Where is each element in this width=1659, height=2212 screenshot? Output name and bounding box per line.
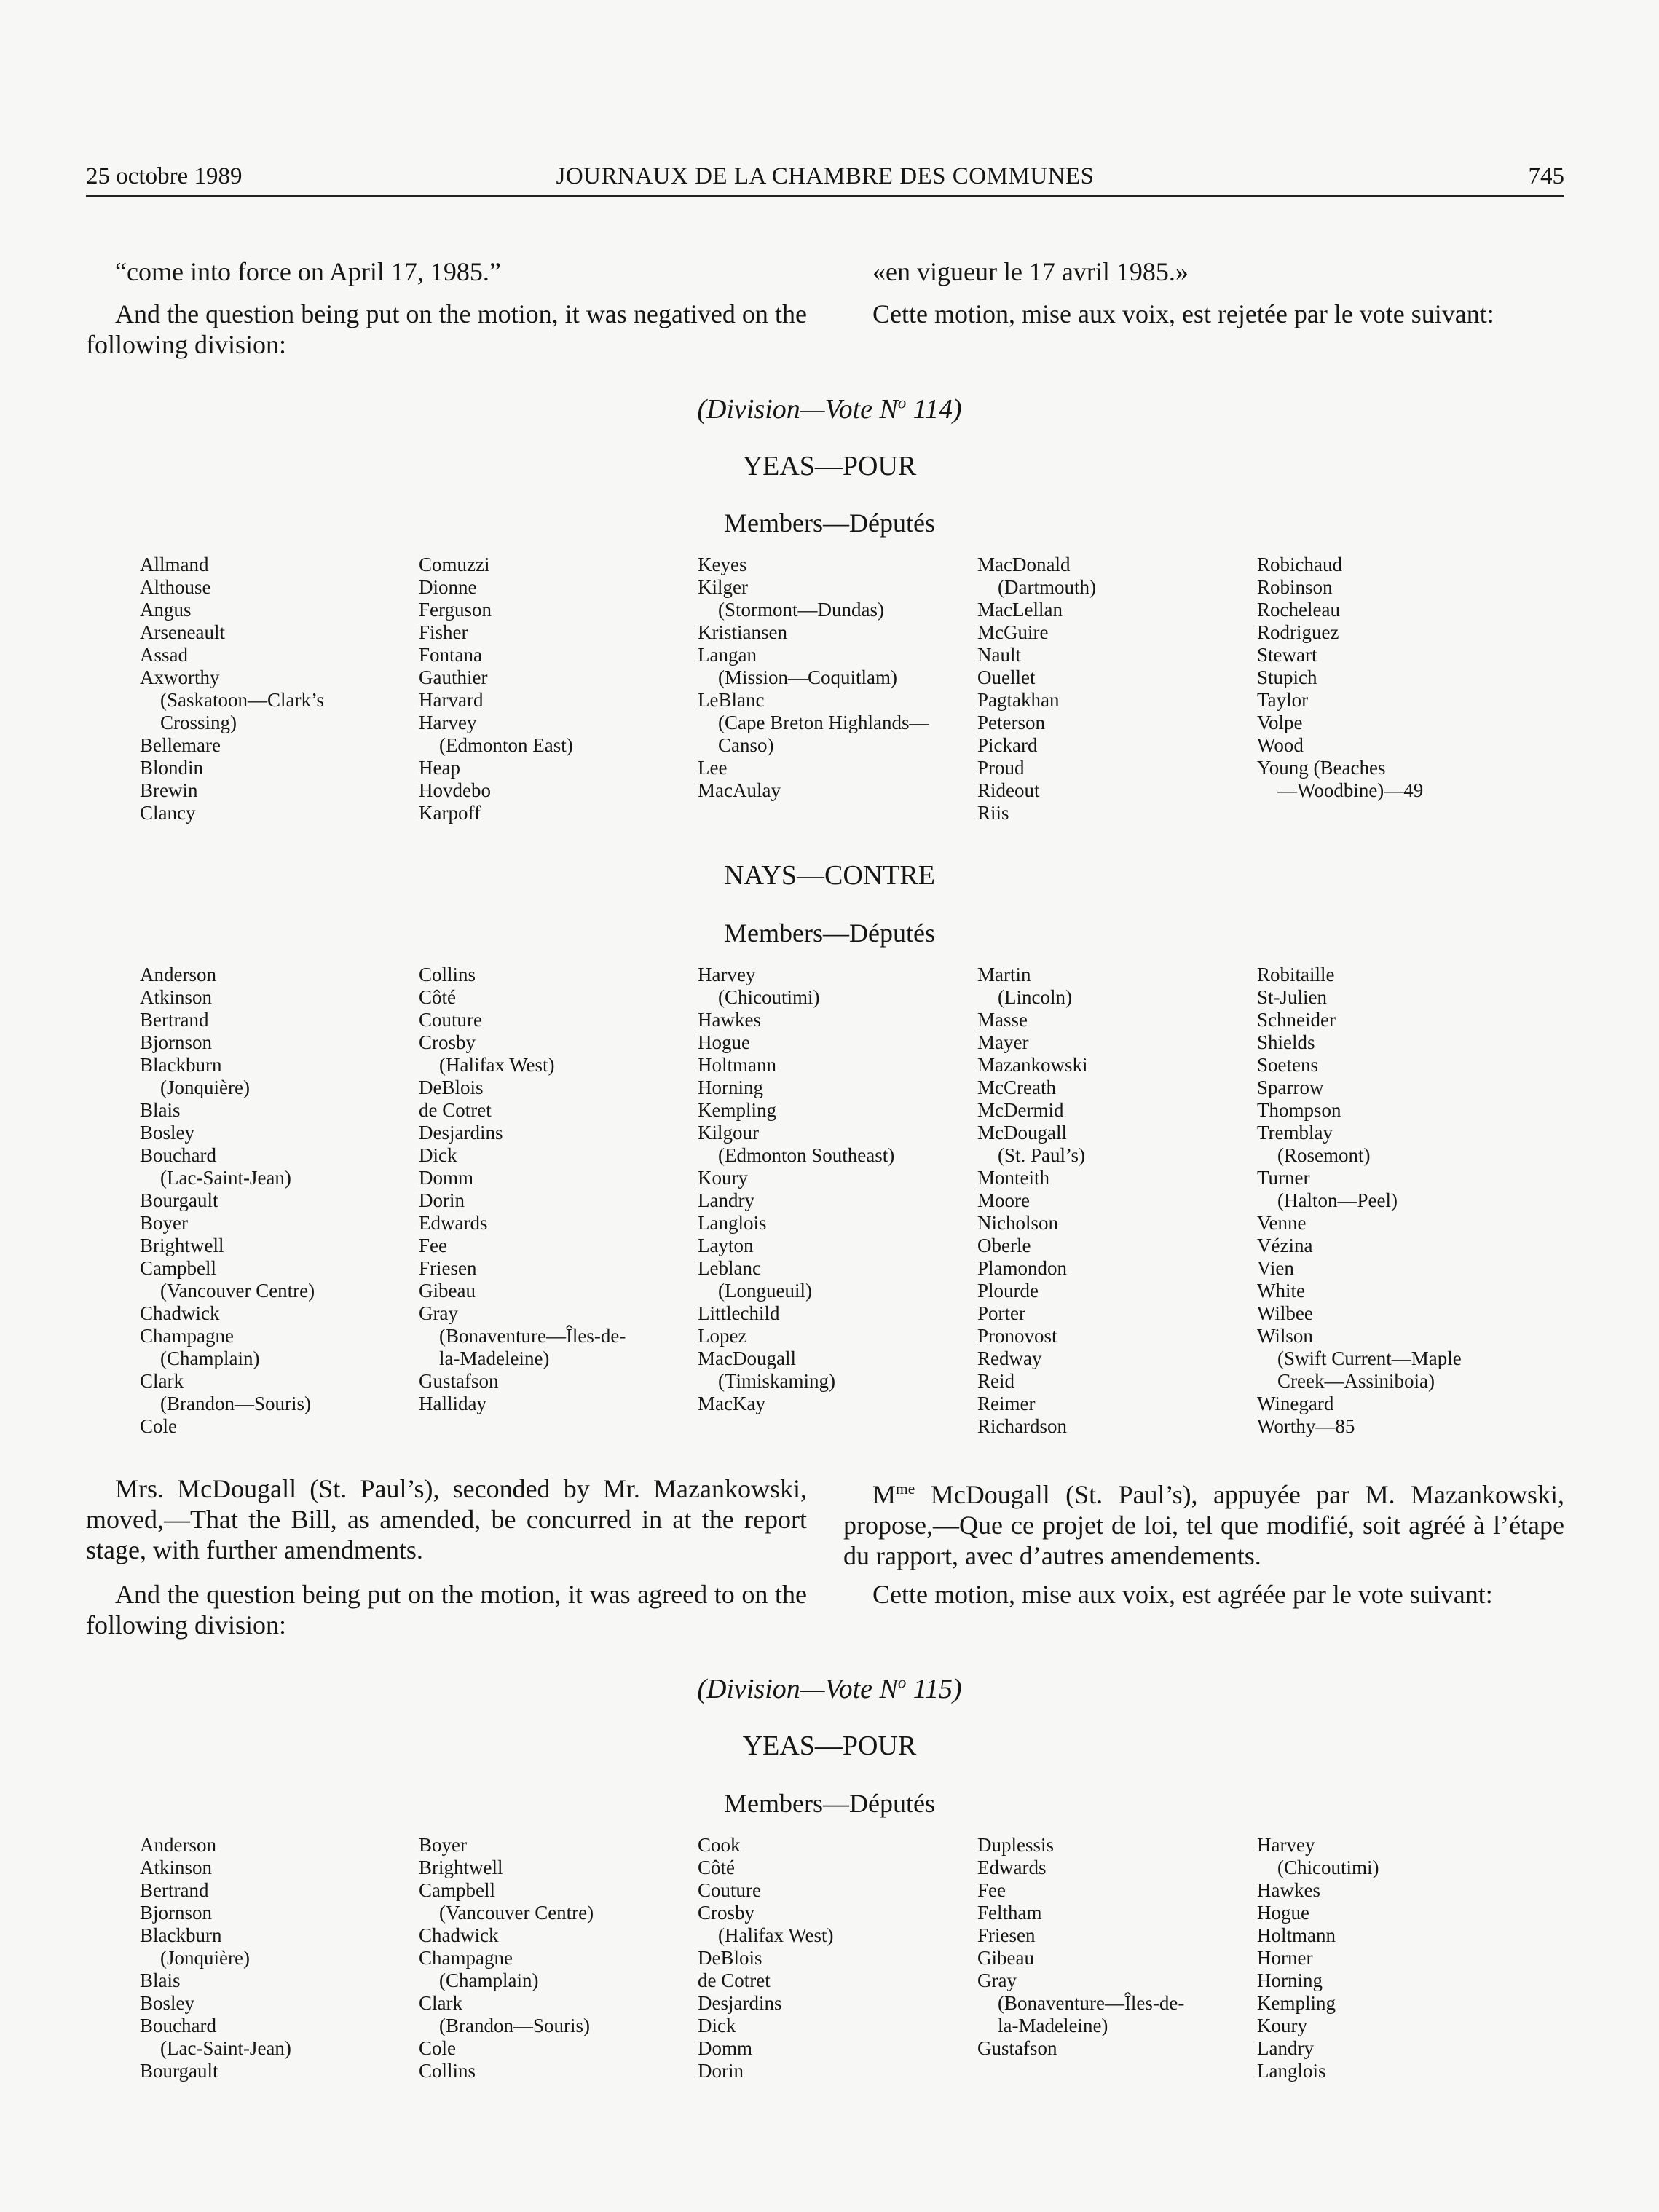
member-name: Reimer: [977, 1393, 1036, 1414]
member-riding: (Saskatoon—Clark’s: [160, 689, 324, 711]
division-115-yeas-members: Members—Députés: [724, 1789, 935, 1818]
member-name: Young (Beaches: [1257, 757, 1386, 779]
member-name: Horner: [1257, 1947, 1313, 1969]
member-riding: (Dartmouth): [998, 576, 1096, 598]
member-name: Blondin: [140, 757, 204, 779]
member-name: Ferguson: [419, 599, 492, 621]
member-name: Campbell: [419, 1879, 495, 1901]
member-name: Kilger: [698, 576, 748, 598]
member-name: Moore: [977, 1189, 1030, 1211]
member-name: Dionne: [419, 576, 477, 598]
member-name: Fee: [419, 1235, 447, 1256]
member-name: Wilson: [1257, 1325, 1313, 1347]
en-question-114: And the question being put on the motion, it was negatived on the following division:: [86, 299, 807, 359]
name-column: [140, 964, 315, 1438]
running-header: [86, 159, 1564, 197]
member-name: Horning: [1257, 1969, 1323, 1991]
member-name: Worthy—85: [1257, 1415, 1355, 1437]
member-name: MacDonald: [977, 554, 1071, 575]
name-column: [698, 1834, 834, 2082]
member-name: MacAulay: [698, 779, 781, 801]
member-name: Friesen: [977, 1924, 1036, 1946]
member-name: Keyes: [698, 554, 747, 575]
member-riding: —Woodbine)—49: [1277, 779, 1424, 801]
fr-motion: $M^{me}$ McDougall (St. Paul’s), appuyée par M. Mazankowski, propose,—Que ce projet de loi, tel que modifié, soit agréé à l’étape du rapport, avec d’autres amendements.: [843, 1480, 1564, 1570]
member-name: Domm: [419, 1167, 474, 1189]
member-name: Bjornson: [140, 1902, 213, 1924]
name-column: [977, 964, 1087, 1438]
member-name: Feltham: [977, 1902, 1042, 1924]
member-name: Côté: [419, 986, 456, 1008]
en-quote: “come into force on April 17, 1985.”: [115, 257, 501, 286]
member-name: Koury: [698, 1167, 748, 1189]
member-name: Wilbee: [1257, 1302, 1313, 1324]
member-name: Althouse: [140, 576, 211, 598]
member-name: Collins: [419, 964, 476, 985]
member-name: St-Julien: [1257, 986, 1328, 1008]
member-riding: (Brandon—Souris): [439, 2015, 590, 2036]
member-name: MacLellan: [977, 599, 1063, 621]
member-name: Clark: [140, 1370, 184, 1392]
member-name: Harvey: [419, 712, 477, 733]
member-riding: (Vancouver Centre): [160, 1280, 315, 1302]
division-115-yeas-heading: YEAS—POUR: [742, 1731, 917, 1761]
member-riding: (Jonquière): [160, 1077, 250, 1098]
member-name: Blais: [140, 1099, 181, 1121]
member-riding: (Halton—Peel): [1277, 1189, 1398, 1211]
member-name: Cole: [140, 1415, 177, 1437]
member-riding: (Jonquière): [160, 1947, 250, 1969]
member-riding: (Edmonton Southeast): [718, 1144, 895, 1166]
member-riding: (Halifax West): [718, 1924, 834, 1946]
member-name: Hogue: [698, 1031, 750, 1053]
member-name: Landry: [698, 1189, 754, 1211]
member-riding: (Swift Current—Maple: [1277, 1347, 1462, 1369]
member-name: de Cotret: [698, 1969, 771, 1991]
page-number: 745: [1528, 163, 1564, 189]
member-name: Collins: [419, 2060, 476, 2082]
member-name: Holtmann: [698, 1054, 776, 1076]
member-riding: (Mission—Coquitlam): [718, 666, 898, 688]
member-name: Harvard: [419, 689, 484, 711]
member-name: Reid: [977, 1370, 1014, 1392]
member-riding: (Halifax West): [439, 1054, 555, 1076]
member-name: Masse: [977, 1009, 1028, 1031]
member-riding: (Brandon—Souris): [160, 1393, 311, 1414]
name-column: [977, 554, 1096, 824]
member-riding: (Edmonton East): [439, 734, 573, 756]
member-name: Mazankowski: [977, 1054, 1088, 1076]
member-name: Harvey: [1257, 1834, 1315, 1856]
name-column: [698, 964, 894, 1415]
member-name: DeBlois: [698, 1947, 762, 1969]
member-name: Gray: [419, 1302, 458, 1324]
member-name: Desjardins: [698, 1992, 782, 2014]
member-name: McDougall: [977, 1122, 1067, 1144]
member-riding: (Stormont—Dundas): [718, 599, 884, 621]
member-name: Bertrand: [140, 1009, 209, 1031]
division-114-yeas-heading: YEAS—POUR: [742, 451, 917, 481]
member-name: Couture: [419, 1009, 482, 1031]
member-name: Anderson: [140, 1834, 216, 1856]
member-name: Leblanc: [698, 1257, 761, 1279]
member-name: White: [1257, 1280, 1305, 1302]
fr-question-114: Cette motion, mise aux voix, est rejetée par le vote suivant:: [872, 299, 1494, 328]
member-name: Dorin: [698, 2060, 744, 2082]
en-question-115: And the question being put on the motion, it was agreed to on the following division:: [86, 1580, 807, 1640]
division-114-nays-heading: NAYS—CONTRE: [724, 860, 935, 891]
member-name: Cook: [698, 1834, 741, 1856]
member-name: Atkinson: [140, 986, 213, 1008]
member-name: Wood: [1257, 734, 1304, 756]
member-name: Langlois: [1257, 2060, 1326, 2082]
member-name: Soetens: [1257, 1054, 1318, 1076]
member-name: Blais: [140, 1969, 181, 1991]
name-column: [977, 1834, 1184, 2060]
member-name: Littlechild: [698, 1302, 780, 1324]
member-name: Bosley: [140, 1122, 195, 1144]
member-name: Plamondon: [977, 1257, 1068, 1279]
member-name: Martin: [977, 964, 1031, 985]
member-name: Gibeau: [977, 1947, 1034, 1969]
member-riding: (Chicoutimi): [1277, 1857, 1379, 1878]
member-name: Thompson: [1257, 1099, 1341, 1121]
member-name: Rocheleau: [1257, 599, 1340, 621]
header-date: 25 octobre 1989: [86, 163, 243, 189]
member-name: Nicholson: [977, 1212, 1058, 1234]
member-name: Tremblay: [1257, 1122, 1333, 1144]
member-name: Brightwell: [419, 1857, 503, 1878]
member-name: Kristiansen: [698, 621, 787, 643]
member-name: Bouchard: [140, 2015, 216, 2036]
fr-quote: «en vigueur le 17 avril 1985.»: [872, 257, 1189, 286]
member-name: Horning: [698, 1077, 763, 1098]
member-name: Nault: [977, 644, 1021, 666]
member-name: Monteith: [977, 1167, 1049, 1189]
member-name: Koury: [1257, 2015, 1307, 2036]
member-name: Vézina: [1257, 1235, 1313, 1256]
member-name: Fisher: [419, 621, 468, 643]
member-riding: Crossing): [160, 712, 237, 733]
member-name: Atkinson: [140, 1857, 213, 1878]
member-name: MacKay: [698, 1393, 765, 1414]
member-name: Ouellet: [977, 666, 1036, 688]
member-name: Volpe: [1257, 712, 1303, 733]
member-name: Crosby: [698, 1902, 755, 1924]
member-name: Blackburn: [140, 1924, 222, 1946]
member-name: Richardson: [977, 1415, 1067, 1437]
member-name: Taylor: [1257, 689, 1309, 711]
member-name: Robitaille: [1257, 964, 1335, 985]
name-column: [1257, 554, 1423, 802]
member-name: Kilgour: [698, 1122, 759, 1144]
member-name: Friesen: [419, 1257, 477, 1279]
member-name: Clark: [419, 1992, 462, 2014]
member-name: Bourgault: [140, 2060, 218, 2082]
member-riding: (Lincoln): [998, 986, 1072, 1008]
member-name: Desjardins: [419, 1122, 503, 1144]
division-114-nays-members: Members—Députés: [724, 918, 935, 948]
member-riding: (Vancouver Centre): [439, 1902, 594, 1924]
member-riding: (Lac-Saint-Jean): [160, 2037, 291, 2059]
member-name: Proud: [977, 757, 1025, 779]
division-114-yeas-members: Members—Députés: [724, 508, 935, 538]
name-column: [140, 1834, 291, 2082]
member-name: Schneider: [1257, 1009, 1336, 1031]
member-name: Robinson: [1257, 576, 1333, 598]
member-riding: (Chicoutimi): [718, 986, 820, 1008]
member-name: Gustafson: [419, 1370, 499, 1392]
member-riding: (Champlain): [160, 1347, 260, 1369]
member-riding: Creek—Assiniboia): [1277, 1370, 1435, 1392]
member-name: Halliday: [419, 1393, 486, 1414]
member-name: Oberle: [977, 1235, 1031, 1256]
en-motion: Mrs. McDougall (St. Paul’s), seconded by Mr. Mazankowski, moved,—That the Bill, as amended, be concurred in at the report stage, with further amendments.: [86, 1474, 807, 1564]
member-name: Comuzzi: [419, 554, 490, 575]
member-name: Axworthy: [140, 666, 220, 688]
member-name: Allmand: [140, 554, 209, 575]
member-name: Peterson: [977, 712, 1045, 733]
member-name: DeBlois: [419, 1077, 484, 1098]
member-riding: (St. Paul’s): [998, 1144, 1086, 1166]
member-riding: (Bonaventure—Îles-de-: [439, 1325, 626, 1347]
member-riding: (Timiskaming): [718, 1370, 836, 1392]
name-column: [140, 554, 324, 824]
member-name: Champagne: [419, 1947, 513, 1969]
member-name: Karpoff: [419, 802, 481, 824]
member-name: Clancy: [140, 802, 196, 824]
member-name: Cole: [419, 2037, 456, 2059]
name-column: [419, 964, 626, 1415]
header-journal-title: JOURNAUX DE LA CHAMBRE DES COMMUNES: [556, 163, 1095, 189]
member-riding: (Rosemont): [1277, 1144, 1371, 1166]
member-name: Kempling: [698, 1099, 776, 1121]
member-name: Boyer: [140, 1212, 188, 1234]
member-name: Venne: [1257, 1212, 1307, 1234]
division-115-title: (Division—Vote $N^o$ 115): [697, 1673, 962, 1704]
member-name: McCreath: [977, 1077, 1056, 1098]
member-name: Blackburn: [140, 1054, 222, 1076]
member-name: Hawkes: [698, 1009, 761, 1031]
member-name: Bertrand: [140, 1879, 209, 1901]
member-name: Chadwick: [140, 1302, 220, 1324]
member-name: Edwards: [419, 1212, 488, 1234]
member-riding: la-Madeleine): [439, 1347, 550, 1369]
member-name: Vien: [1257, 1257, 1294, 1279]
member-name: Dorin: [419, 1189, 465, 1211]
member-name: Arseneault: [140, 621, 225, 643]
division-114-title: (Division—Vote $N^o$ 114): [697, 393, 962, 425]
member-riding: Canso): [718, 734, 774, 756]
member-riding: (Bonaventure—Îles-de-: [998, 1992, 1185, 2014]
member-name: Fee: [977, 1879, 1006, 1901]
member-name: Turner: [1257, 1167, 1310, 1189]
member-name: MacDougall: [698, 1347, 796, 1369]
member-name: Bourgault: [140, 1189, 218, 1211]
member-name: Pagtakhan: [977, 689, 1060, 711]
member-name: Crosby: [419, 1031, 476, 1053]
name-column: [419, 1834, 594, 2082]
member-name: Boyer: [419, 1834, 467, 1856]
member-name: Layton: [698, 1235, 754, 1256]
member-name: Gibeau: [419, 1280, 476, 1302]
member-riding: (Longueuil): [718, 1280, 812, 1302]
member-name: Riis: [977, 802, 1009, 824]
member-name: Hogue: [1257, 1902, 1309, 1924]
member-name: Edwards: [977, 1857, 1047, 1878]
member-name: Porter: [977, 1302, 1025, 1324]
member-name: Shields: [1257, 1031, 1315, 1053]
member-name: Redway: [977, 1347, 1042, 1369]
member-name: Plourde: [977, 1280, 1039, 1302]
member-name: Langan: [698, 644, 757, 666]
member-name: Anderson: [140, 964, 216, 985]
member-name: Assad: [140, 644, 188, 666]
name-column: [419, 554, 573, 824]
name-column: [1257, 1834, 1379, 2082]
member-name: Robichaud: [1257, 554, 1342, 575]
member-name: Holtmann: [1257, 1924, 1336, 1946]
member-name: Pickard: [977, 734, 1038, 756]
member-name: Brightwell: [140, 1235, 224, 1256]
member-name: Dick: [698, 2015, 736, 2036]
member-riding: (Cape Breton Highlands—: [718, 712, 929, 733]
member-name: Langlois: [698, 1212, 767, 1234]
member-name: McDermid: [977, 1099, 1064, 1121]
member-name: Hawkes: [1257, 1879, 1320, 1901]
member-name: Kempling: [1257, 1992, 1336, 2014]
member-name: Domm: [698, 2037, 753, 2059]
member-name: Côté: [698, 1857, 735, 1878]
member-name: Bellemare: [140, 734, 221, 756]
member-name: Sparrow: [1257, 1077, 1324, 1098]
member-riding: (Lac-Saint-Jean): [160, 1167, 291, 1189]
member-name: Harvey: [698, 964, 756, 985]
member-name: Gray: [977, 1969, 1017, 1991]
member-name: Couture: [698, 1879, 761, 1901]
member-name: McGuire: [977, 621, 1049, 643]
member-name: Bjornson: [140, 1031, 213, 1053]
fr-question-115: Cette motion, mise aux voix, est agréée par le vote suivant:: [872, 1580, 1493, 1609]
member-name: Chadwick: [419, 1924, 499, 1946]
member-riding: la-Madeleine): [998, 2015, 1108, 2036]
member-name: Lee: [698, 757, 728, 779]
name-column: [698, 554, 929, 802]
member-name: Angus: [140, 599, 192, 621]
name-column: [1257, 964, 1462, 1438]
member-name: Stewart: [1257, 644, 1317, 666]
member-name: Brewin: [140, 779, 198, 801]
member-name: Duplessis: [977, 1834, 1055, 1856]
member-name: Rodriguez: [1257, 621, 1339, 643]
member-name: de Cotret: [419, 1099, 492, 1121]
member-name: LeBlanc: [698, 689, 765, 711]
member-name: Stupich: [1257, 666, 1317, 688]
member-name: Winegard: [1257, 1393, 1334, 1414]
member-name: Hovdebo: [419, 779, 491, 801]
member-name: Dick: [419, 1144, 457, 1166]
member-name: Fontana: [419, 644, 482, 666]
member-name: Champagne: [140, 1325, 234, 1347]
member-name: Lopez: [698, 1325, 747, 1347]
member-name: Rideout: [977, 779, 1040, 801]
member-name: Mayer: [977, 1031, 1029, 1053]
member-name: Bouchard: [140, 1144, 216, 1166]
member-name: Bosley: [140, 1992, 195, 2014]
member-riding: (Champlain): [439, 1969, 539, 1991]
member-name: Heap: [419, 757, 460, 779]
member-name: Landry: [1257, 2037, 1314, 2059]
member-name: Campbell: [140, 1257, 216, 1279]
member-name: Gauthier: [419, 666, 488, 688]
member-name: Gustafson: [977, 2037, 1057, 2059]
member-name: Pronovost: [977, 1325, 1057, 1347]
